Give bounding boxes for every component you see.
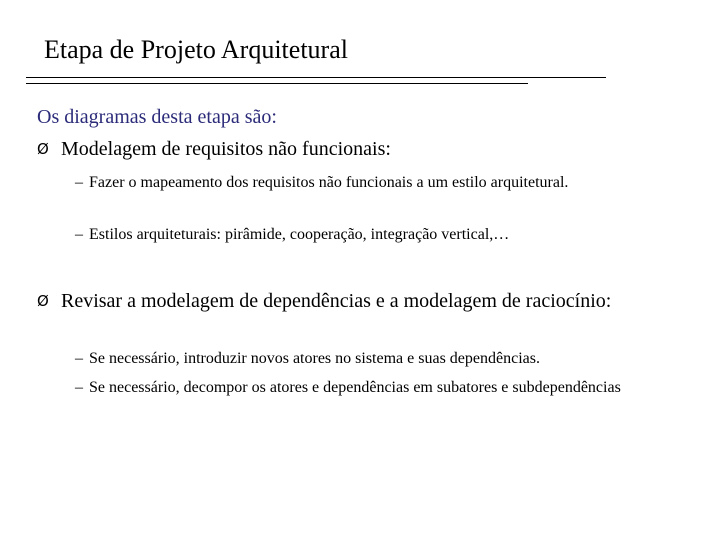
arrow-bullet-icon: Ø [37,140,49,158]
sub-item [75,224,675,246]
bullet-item [37,288,677,314]
sub-item-text: Estilos arquiteturais: pirâmide, cooperação, integração vertical,… [89,226,510,243]
arrow-bullet-icon: Ø [37,292,49,310]
sub-item-text: Se necessário, decompor os atores e dependências em subatores e subdependências [89,379,621,396]
sub-item [75,377,675,399]
dash-marker: – [75,174,83,191]
dash-marker: – [75,226,83,243]
bullet-item [37,136,677,162]
intro-text: Os diagramas desta etapa são: [37,106,277,128]
dash-marker: – [75,379,83,396]
sub-item [75,172,675,194]
bullet-text: Revisar a modelagem de dependências e a modelagem de raciocínio: [61,290,612,312]
bullet-text: Modelagem de requisitos não funcionais: [61,138,391,160]
title-underline-top [26,77,606,78]
sub-item [75,348,675,370]
sub-item-text: Fazer o mapeamento dos requisitos não funcionais a um estilo arquitetural. [89,174,569,191]
slide-title: Etapa de Projeto Arquitetural [44,35,348,64]
dash-marker: – [75,350,83,367]
sub-item-text: Se necessário, introduzir novos atores no sistema e suas dependências. [89,350,540,367]
title-underline-bottom [26,83,528,84]
